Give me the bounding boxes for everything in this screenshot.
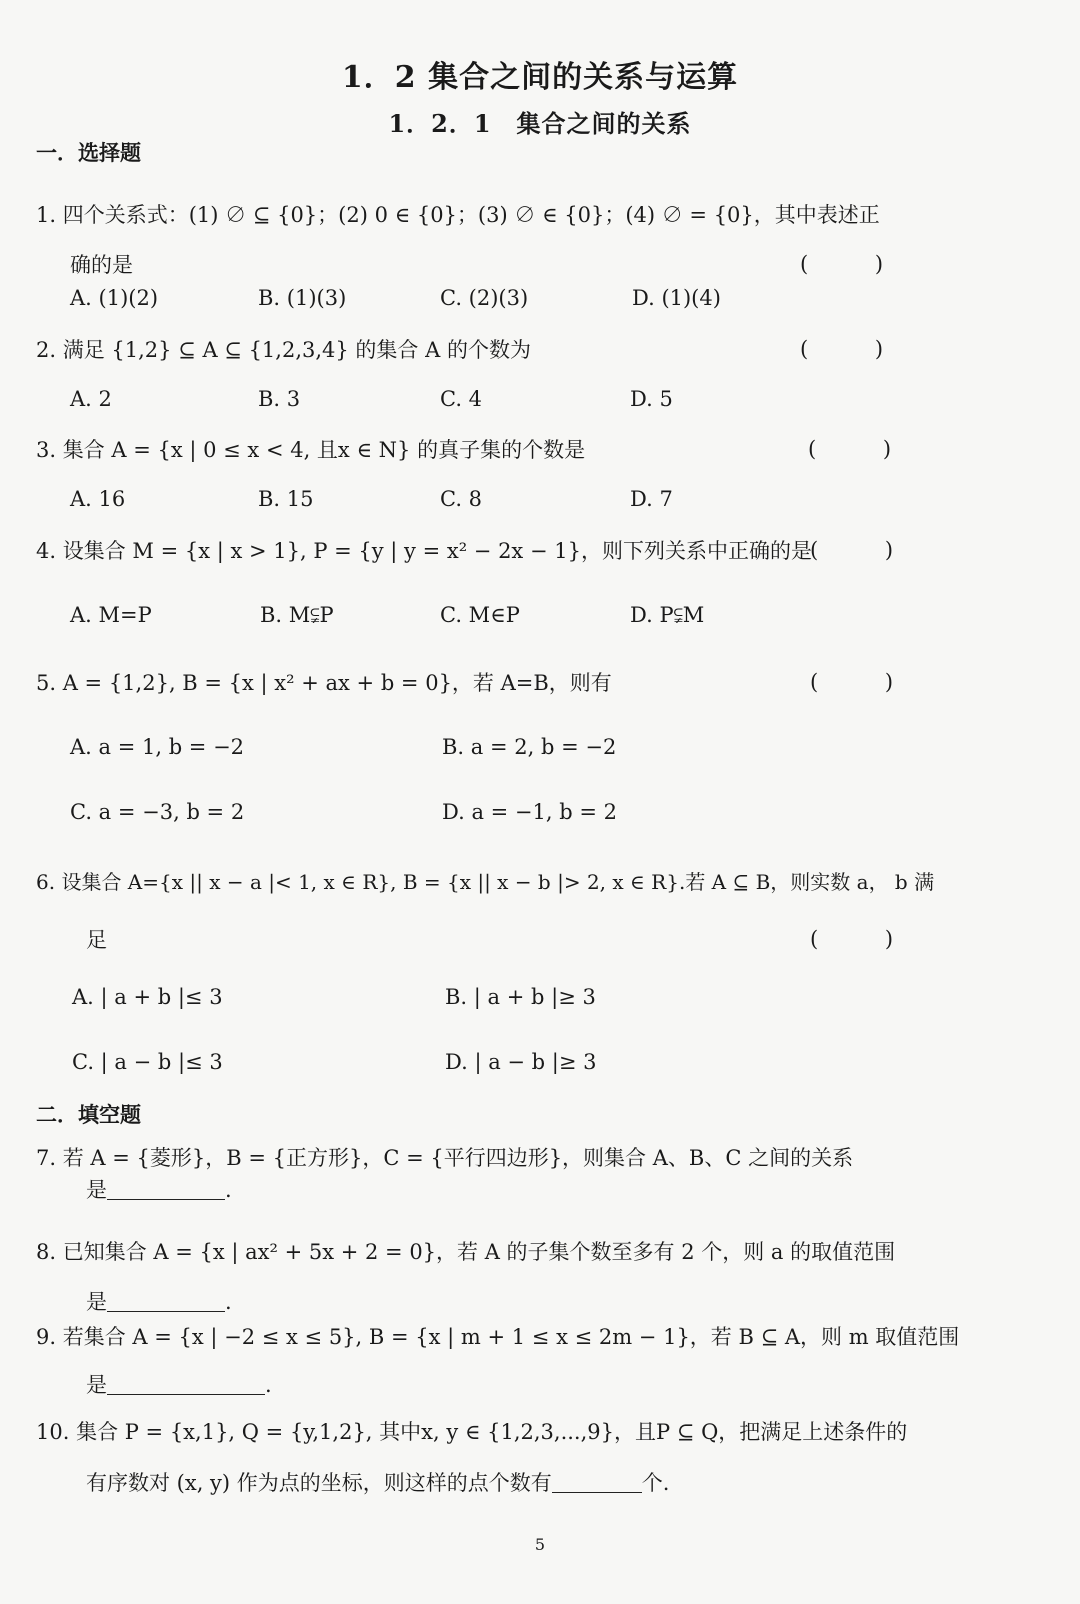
page-number: 5 <box>534 1535 546 1554</box>
section-multiple-choice: 一．选择题 <box>36 140 141 165</box>
question-1-text: 1. 四个关系式：(1) ∅ ⊆ {0}；(2) 0 ∈ {0}；(3) ∅ ∈ {0}；(4) ∅ = {0}，其中表述正 <box>36 203 880 227</box>
question-6-option-d: D. | a − b |≥ 3 <box>445 1050 597 1074</box>
question-9-blank[interactable] <box>107 1372 265 1395</box>
question-4-text: 4. 设集合 M = {x | x > 1}, P = {y | y = x² − 2x − 1}，则下列关系中正确的是 <box>36 539 812 563</box>
question-6-option-a: A. | a + b |≤ 3 <box>72 985 223 1009</box>
question-1-option-c: C. (2)(3) <box>440 286 529 310</box>
question-7-end: . <box>225 1178 232 1202</box>
question-1-option-b: B. (1)(3) <box>258 286 347 310</box>
question-9-end: . <box>265 1373 272 1397</box>
question-3-option-b: B. 15 <box>258 487 314 511</box>
question-6-answer-paren: ( ) <box>810 927 924 951</box>
question-10-text: 10. 集合 P = {x,1}, Q = {y,1,2}, 其中x, y ∈ {1,2,3,...,9}，且P ⊆ Q，把满足上述条件的 <box>36 1420 908 1444</box>
page-title: 1．2 集合之间的关系与运算 <box>341 60 739 95</box>
question-7-answer-line <box>86 1175 232 1205</box>
question-7-blank[interactable] <box>107 1177 225 1200</box>
question-2-option-c: C. 4 <box>440 387 483 411</box>
question-2-option-d: D. 5 <box>630 387 673 411</box>
section-fill-in: 二．填空题 <box>36 1102 141 1127</box>
question-5-option-a: A. a = 1, b = −2 <box>70 735 245 759</box>
question-9-answer-line <box>86 1370 272 1400</box>
question-2-option-a: A. 2 <box>70 387 112 411</box>
question-10-end: 个. <box>641 1471 670 1495</box>
question-3-option-d: D. 7 <box>630 487 673 511</box>
question-5-option-c: C. a = −3, b = 2 <box>70 800 245 824</box>
question-6-option-b: B. | a + b |≥ 3 <box>445 985 596 1009</box>
question-5-answer-paren: ( ) <box>810 670 924 694</box>
question-8-end: . <box>225 1290 232 1314</box>
page-subtitle: 1．2．1 集合之间的关系 <box>388 109 692 138</box>
question-4-option-a: A. M=P <box>70 603 152 627</box>
question-9-text: 9. 若集合 A = {x | −2 ≤ x ≤ 5}, B = {x | m + 1 ≤ x ≤ 2m − 1}，若 B ⊆ A，则 m 取值范围 <box>36 1325 960 1349</box>
question-6-text: 6. 设集合 A={x || x − a |< 1, x ∈ R}, B = {x || x − b |> 2, x ∈ R}.若 A ⊆ B，则实数 a， b 满 <box>36 870 935 894</box>
question-10-text-cont: 有序数对 (x, y) 作为点的坐标，则这样的点个数有 <box>86 1471 552 1495</box>
question-3-option-c: C. 8 <box>440 487 483 511</box>
question-8-text-cont: 是 <box>86 1290 107 1314</box>
question-8-text: 8. 已知集合 A = {x | ax² + 5x + 2 = 0}，若 A 的子集个数至多有 2 个，则 a 的取值范围 <box>36 1240 896 1264</box>
question-6-text-cont: 足 <box>86 928 107 952</box>
question-1-option-a: A. (1)(2) <box>70 286 159 310</box>
question-5-option-d: D. a = −1, b = 2 <box>442 800 617 824</box>
question-6-option-c: C. | a − b |≤ 3 <box>72 1050 223 1074</box>
question-3-text: 3. 集合 A = {x | 0 ≤ x < 4, 且x ∈ N} 的真子集的个数是 <box>36 438 586 462</box>
question-3-option-a: A. 16 <box>70 487 126 511</box>
question-4-answer-paren: ( ) <box>810 538 924 562</box>
question-5-option-b: B. a = 2, b = −2 <box>442 735 617 759</box>
question-7-text-cont: 是 <box>86 1178 107 1202</box>
question-4-option-b: B. M⫋P <box>260 603 334 627</box>
question-2-answer-paren: ( ) <box>800 337 914 361</box>
question-4-option-d: D. P⫋M <box>630 603 705 627</box>
question-2-text: 2. 满足 {1,2} ⊆ A ⊆ {1,2,3,4} 的集合 A 的个数为 <box>36 338 531 362</box>
question-1-option-d: D. (1)(4) <box>632 286 721 310</box>
question-8-answer-line <box>86 1287 232 1317</box>
question-7-text: 7. 若 A = {菱形}，B = {正方形}，C = {平行四边形}，则集合 A、B、C 之间的关系 <box>36 1146 854 1170</box>
question-8-blank[interactable] <box>107 1289 225 1312</box>
question-1-text-cont: 确的是 <box>70 253 133 277</box>
question-2-option-b: B. 3 <box>258 387 301 411</box>
question-1-answer-paren: ( ) <box>800 252 914 276</box>
question-4-option-c: C. M∈P <box>440 603 520 627</box>
question-9-text-cont: 是 <box>86 1373 107 1397</box>
question-10-blank[interactable] <box>552 1470 642 1493</box>
question-3-answer-paren: ( ) <box>808 437 922 461</box>
question-10-answer-line <box>86 1468 669 1498</box>
question-5-text: 5. A = {1,2}, B = {x | x² + ax + b = 0}，若 A=B，则有 <box>36 671 612 695</box>
